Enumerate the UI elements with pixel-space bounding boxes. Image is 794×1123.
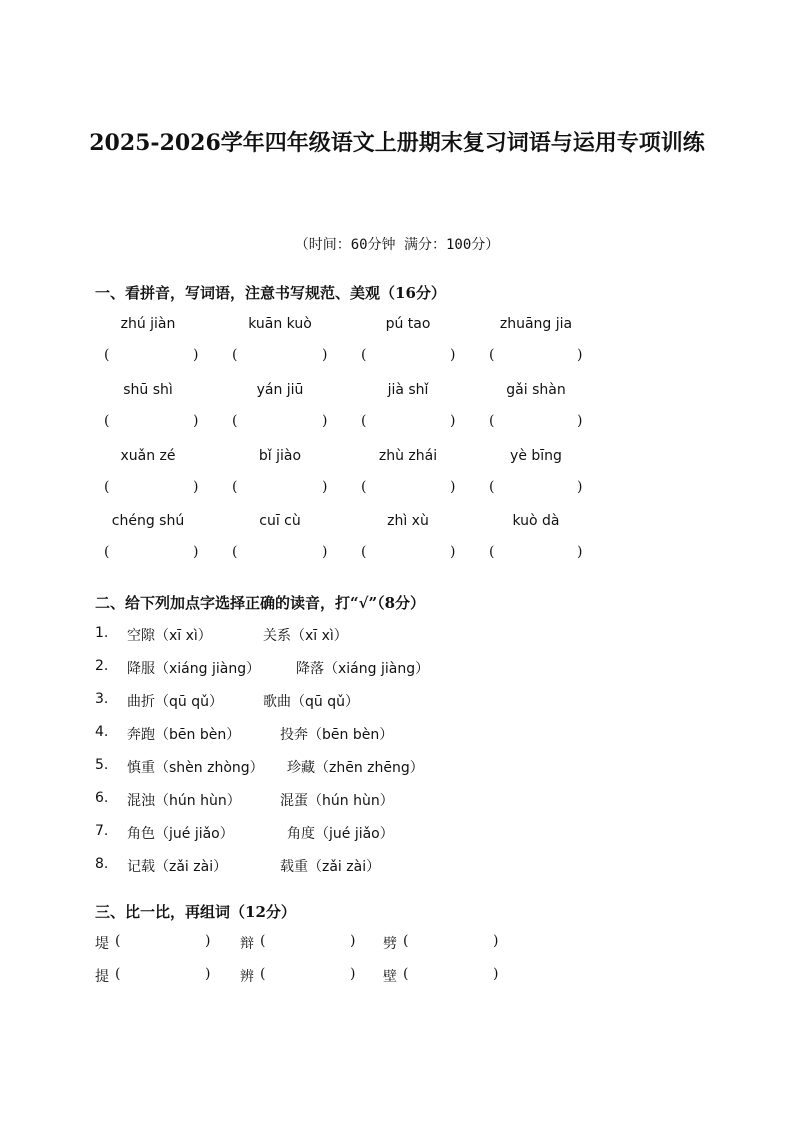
answer-row	[0, 479, 794, 499]
item-number: 1.	[95, 625, 109, 641]
pronunciation-item	[95, 658, 515, 678]
word-option-b[interactable]: 歌曲（qū qǔ）	[263, 694, 359, 710]
answer-blank-open: (	[232, 413, 238, 429]
pronunciation-item	[95, 691, 515, 711]
answer-blank-close: )	[205, 966, 211, 982]
word-option-b[interactable]: 投奔（bēn bèn）	[280, 727, 394, 743]
answer-blank-close: )	[350, 966, 356, 982]
answer-blank-open: (	[361, 413, 367, 429]
answer-blank-close: )	[322, 413, 328, 429]
answer-blank-close: )	[193, 479, 199, 495]
item-number: 7.	[95, 823, 109, 839]
character: 壁	[383, 969, 397, 985]
character: 辨	[240, 969, 254, 985]
character: 提	[95, 969, 109, 985]
answer-blank-open: (	[260, 933, 266, 949]
answer-blank-open: (	[489, 413, 495, 429]
answer-blank-open: (	[361, 479, 367, 495]
answer-row	[0, 347, 794, 367]
answer-blank-open: (	[361, 347, 367, 363]
item-number: 6.	[95, 790, 109, 806]
pinyin-prompt: yè bīng	[510, 448, 562, 464]
item-number: 8.	[95, 856, 109, 872]
answer-blank-close: )	[193, 544, 199, 560]
answer-blank-open: (	[489, 544, 495, 560]
answer-blank-close: )	[577, 413, 583, 429]
answer-blank-open: (	[403, 933, 409, 949]
section1-heading: 一、看拼音，写词语，注意书写规范、美观（16分）	[95, 284, 446, 302]
pronunciation-item	[95, 790, 515, 810]
pinyin-prompt: cuī cù	[259, 513, 301, 529]
answer-blank-open: (	[489, 347, 495, 363]
answer-row	[0, 544, 794, 564]
pinyin-row	[0, 513, 794, 533]
word-option-b[interactable]: 混蛋（hún hùn）	[280, 793, 394, 809]
section2-heading: 二、给下列加点字选择正确的读音，打“√”（8分）	[95, 594, 426, 612]
character: 辩	[240, 936, 254, 952]
answer-blank-close: )	[205, 933, 211, 949]
item-number: 3.	[95, 691, 109, 707]
character: 堤	[95, 936, 109, 952]
pinyin-prompt: zhì xù	[387, 513, 429, 529]
word-option-b[interactable]: 珍藏（zhēn zhēng）	[287, 760, 424, 776]
pinyin-row	[0, 448, 794, 468]
answer-blank-open: (	[361, 544, 367, 560]
answer-blank-open: (	[232, 347, 238, 363]
pinyin-prompt: zhú jiàn	[120, 316, 176, 332]
pinyin-prompt: gǎi shàn	[506, 382, 566, 398]
word-option-b[interactable]: 降落（xiáng jiàng）	[296, 661, 430, 677]
answer-blank-open: (	[115, 966, 121, 982]
pronunciation-item	[95, 724, 515, 744]
pinyin-prompt: chéng shú	[111, 513, 185, 529]
answer-blank-open: (	[260, 966, 266, 982]
exam-info: （时间：60分钟 满分：100分）	[294, 237, 500, 253]
answer-blank-close: )	[493, 966, 499, 982]
pronunciation-item	[95, 757, 515, 777]
answer-blank-open: (	[489, 479, 495, 495]
section3-heading: 三、比一比，再组词（12分）	[95, 903, 296, 921]
answer-blank-close: )	[450, 413, 456, 429]
pinyin-prompt: bǐ jiào	[258, 448, 302, 464]
answer-blank-close: )	[577, 347, 583, 363]
pinyin-prompt: shū shì	[123, 382, 173, 398]
pronunciation-item	[95, 625, 515, 645]
pinyin-row	[0, 316, 794, 336]
word-option-a[interactable]: 慎重（shèn zhòng）	[127, 760, 264, 776]
answer-blank-close: )	[193, 413, 199, 429]
pinyin-prompt: xuǎn zé	[120, 448, 176, 464]
answer-blank-open: (	[104, 347, 110, 363]
answer-blank-close: )	[322, 347, 328, 363]
word-option-a[interactable]: 空隙（xī xì）	[127, 628, 212, 644]
answer-blank-close: )	[350, 933, 356, 949]
answer-blank-open: (	[104, 544, 110, 560]
character: 劈	[383, 936, 397, 952]
word-option-a[interactable]: 记载（zǎi zài）	[127, 859, 228, 875]
pinyin-prompt: zhuāng jia	[499, 316, 573, 332]
answer-blank-close: )	[193, 347, 199, 363]
answer-blank-open: (	[232, 544, 238, 560]
pinyin-prompt: jià shǐ	[387, 382, 429, 398]
answer-blank-open: (	[403, 966, 409, 982]
answer-blank-close: )	[322, 544, 328, 560]
word-option-a[interactable]: 奔跑（bēn bèn）	[127, 727, 241, 743]
pinyin-prompt: pú tao	[385, 316, 431, 332]
answer-blank-open: (	[232, 479, 238, 495]
word-option-a[interactable]: 角色（jué jiǎo）	[127, 826, 234, 842]
answer-blank-close: )	[450, 544, 456, 560]
pronunciation-item	[95, 856, 515, 876]
answer-blank-close: )	[322, 479, 328, 495]
pinyin-prompt: kuò dà	[512, 513, 560, 529]
word-option-a[interactable]: 曲折（qū qǔ）	[127, 694, 223, 710]
word-option-b[interactable]: 角度（jué jiǎo）	[287, 826, 394, 842]
answer-blank-close: )	[577, 544, 583, 560]
answer-blank-close: )	[450, 347, 456, 363]
compare-row	[95, 966, 555, 986]
pinyin-prompt: kuān kuò	[248, 316, 312, 332]
compare-row	[95, 933, 555, 953]
answer-blank-open: (	[104, 479, 110, 495]
item-number: 2.	[95, 658, 109, 674]
pinyin-prompt: zhù zhái	[378, 448, 438, 464]
answer-blank-close: )	[577, 479, 583, 495]
answer-blank-close: )	[493, 933, 499, 949]
answer-blank-close: )	[450, 479, 456, 495]
answer-row	[0, 413, 794, 433]
item-number: 5.	[95, 757, 109, 773]
word-option-a[interactable]: 混浊（hún hùn）	[127, 793, 241, 809]
answer-blank-open: (	[104, 413, 110, 429]
page-title: 2025-2026学年四年级语文上册期末复习词语与运用专项训练	[89, 130, 705, 156]
pronunciation-item	[95, 823, 515, 843]
item-number: 4.	[95, 724, 109, 740]
word-option-b[interactable]: 载重（zǎi zài）	[280, 859, 381, 875]
word-option-a[interactable]: 降服（xiáng jiàng）	[127, 661, 261, 677]
word-option-b[interactable]: 关系（xī xì）	[263, 628, 348, 644]
pinyin-prompt: yán jiū	[256, 382, 304, 398]
pinyin-row	[0, 382, 794, 402]
answer-blank-open: (	[115, 933, 121, 949]
